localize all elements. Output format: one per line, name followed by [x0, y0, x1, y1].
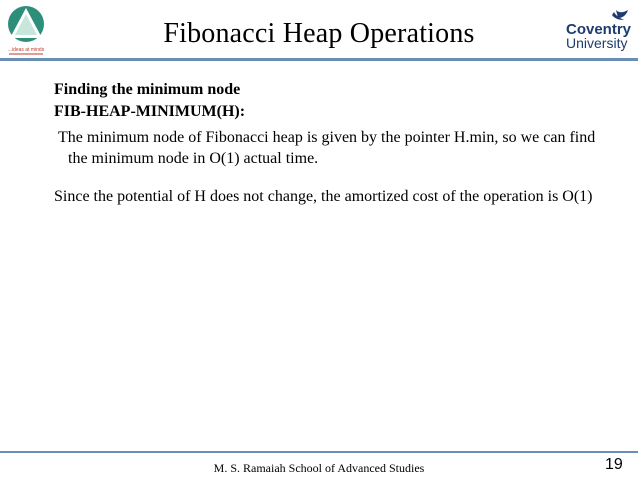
- svg-text:University: University: [566, 35, 628, 51]
- function-heading: FIB-HEAP-MINIMUM(H):: [54, 103, 246, 120]
- page-title: Fibonacci Heap Operations: [163, 18, 475, 49]
- footer-divider: [0, 451, 638, 453]
- svg-text:...ideas at minds: ...ideas at minds: [7, 47, 45, 53]
- coventry-university-logo: [564, 8, 634, 52]
- svg-text:Coventry: Coventry: [566, 21, 632, 38]
- slide-body: [54, 80, 614, 207]
- header-divider: [0, 58, 638, 61]
- page-number: 19: [605, 456, 623, 473]
- section-heading: Finding the minimum node: [54, 81, 241, 98]
- phoenix-icon: [612, 10, 628, 20]
- footer-text: M. S. Ramaiah School of Advanced Studies: [213, 461, 425, 475]
- paragraph: Since the potential of H does not change, the amortized cost of the operation is O(1): [54, 188, 593, 205]
- paragraph: The minimum node of Fibonacci heap is given by the pointer H.min, so we can find the minimum node in O(1) actual time.: [58, 129, 596, 167]
